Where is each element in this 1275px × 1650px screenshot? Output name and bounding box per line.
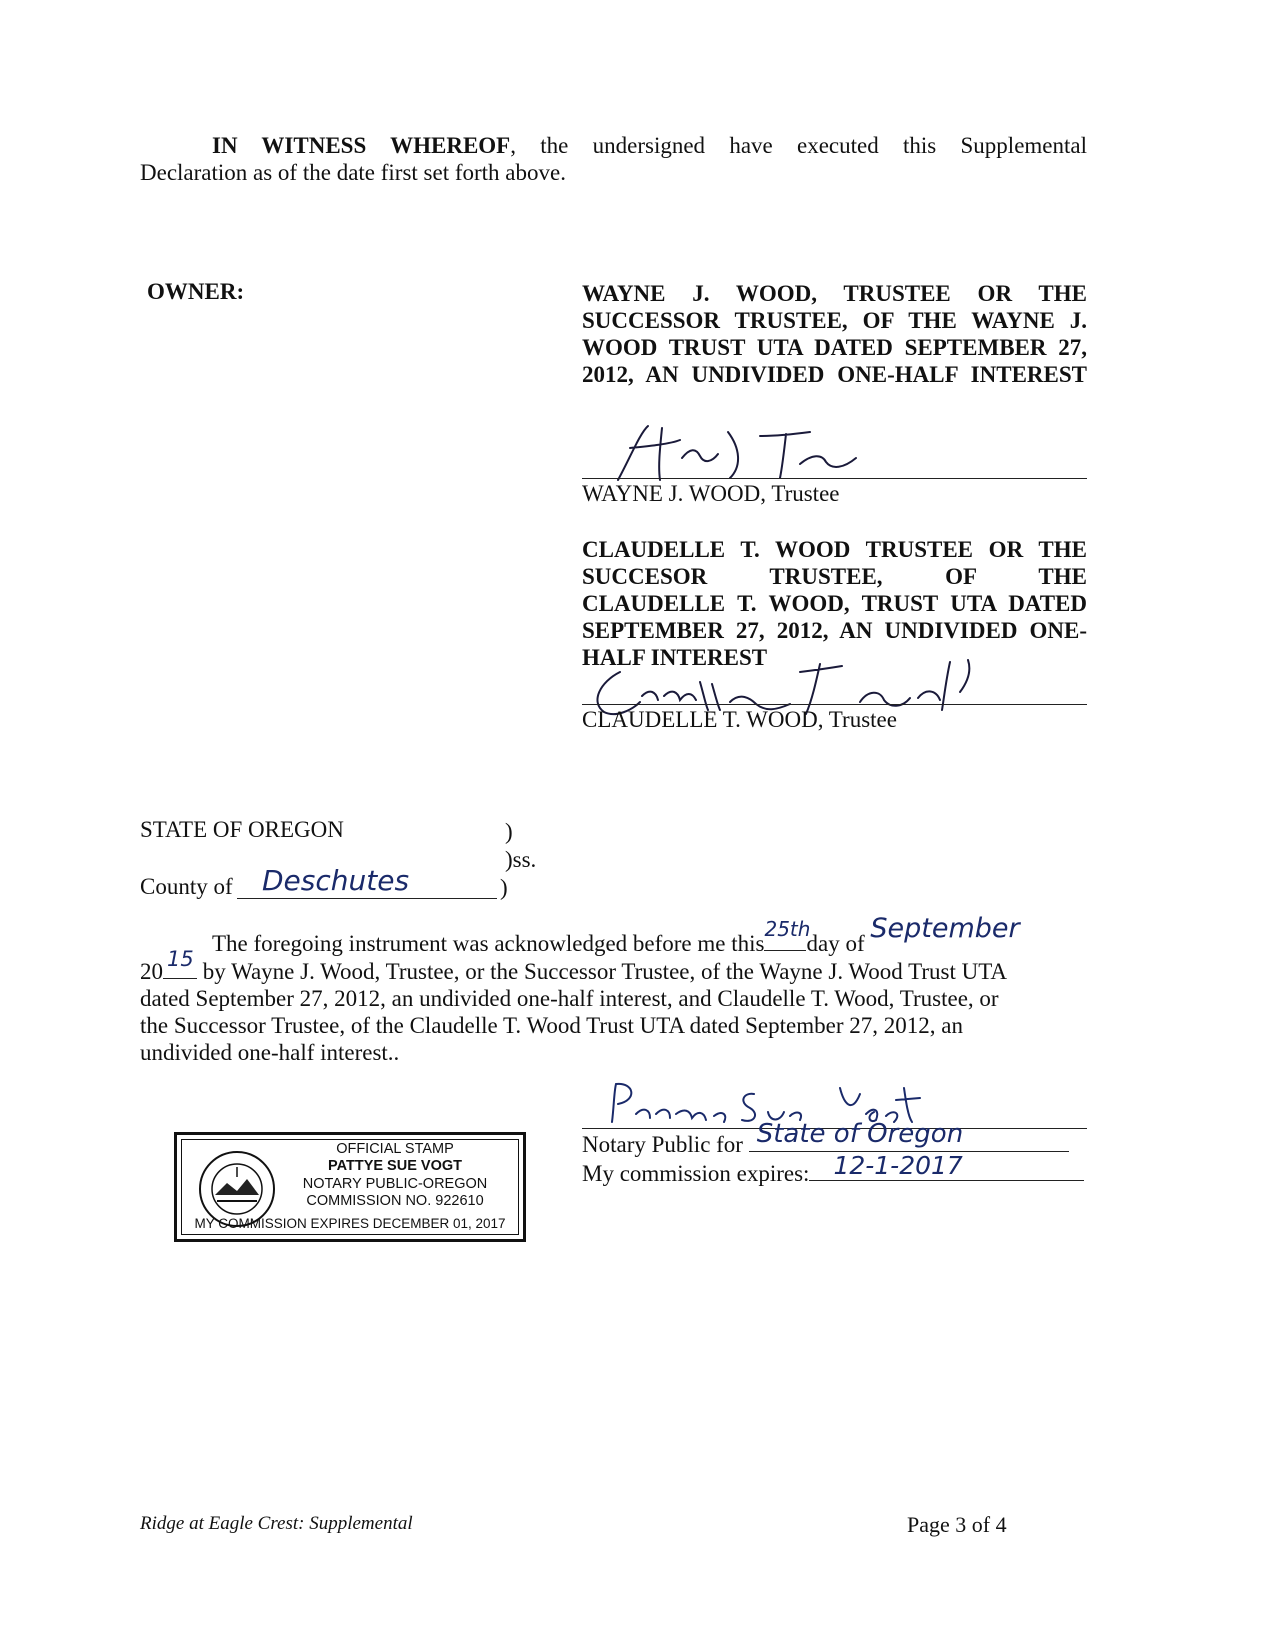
county-line <box>237 898 497 899</box>
county-label: County of <box>140 874 233 899</box>
owner2-line: HALF INTEREST <box>582 645 768 670</box>
owner1-line: WOOD TRUST UTA DATED SEPTEMBER 27, <box>582 335 1087 360</box>
notary-state-value: State of Oregon <box>756 1119 964 1149</box>
witness-rest: , the undersigned have executed this Supplemental <box>510 133 1087 158</box>
ack-year-value: 15 <box>167 947 194 971</box>
owner2-signature-line <box>582 704 1087 705</box>
ack-year-field <box>163 947 197 979</box>
ack-before: The foregoing instrument was acknowledged before me this <box>212 931 765 956</box>
owner1-signer: WAYNE J. WOOD, Trustee <box>582 481 840 506</box>
witness-lead: IN WITNESS WHEREOF <box>212 133 511 158</box>
stamp-line-4: COMMISSION NO. 922610 <box>306 1193 484 1209</box>
witness-line-2: Declaration as of the date first set forth above. <box>140 160 566 185</box>
ack-day-of: day of <box>806 931 865 956</box>
ack-day-value: 25th <box>764 917 811 941</box>
witness-line-1 <box>212 132 1087 159</box>
stamp-line-2: PATTYE SUE VOGT <box>327 1158 462 1174</box>
ack-month-value: September <box>870 913 1020 944</box>
owner2-line: CLAUDELLE T. WOOD TRUSTEE OR THE <box>582 537 1087 562</box>
footer-page-number: Page 3 of 4 <box>907 1512 1007 1537</box>
footer-document-title: Ridge at Eagle Crest: Supplemental <box>140 1513 413 1534</box>
state-of-oregon: STATE OF OREGON <box>140 817 344 842</box>
ack-line-1 <box>212 913 1050 957</box>
ack-line-2 <box>140 947 1008 985</box>
ack-line-5: undivided one-half interest.. <box>140 1040 400 1065</box>
owner2-signer: CLAUDELLE T. WOOD, Trustee <box>582 707 897 732</box>
stamp-line-3: NOTARY PUBLIC-OREGON <box>302 1176 488 1192</box>
stamp-line-1: OFFICIAL STAMP <box>336 1141 454 1157</box>
owner2-line: CLAUDELLE T. WOOD, TRUST UTA DATED <box>582 591 1087 616</box>
notary-expires-field <box>809 1151 1084 1181</box>
county-value: Deschutes <box>262 864 410 897</box>
owner2-line: SUCCESOR TRUSTEE, OF THE <box>582 564 1087 589</box>
owner2-line: SEPTEMBER 27, 2012, AN UNDIVIDED ONE- <box>582 618 1087 643</box>
ack-year-prefix: 20 <box>140 959 163 984</box>
owner1-line: SUCCESSOR TRUSTEE, OF THE WAYNE J. <box>582 308 1087 333</box>
official-notary-stamp <box>174 1132 526 1242</box>
notary-expires <box>582 1151 1084 1187</box>
owner1-line: 2012, AN UNDIVIDED ONE-HALF INTEREST <box>582 362 1087 387</box>
owner1-line: WAYNE J. WOOD, TRUSTEE OR THE <box>582 281 1087 306</box>
notary-expires-value: 12-1-2017 <box>833 1151 963 1180</box>
notary-state-field <box>749 1119 1069 1152</box>
stamp-line-5: MY COMMISSION EXPIRES DECEMBER 01, 2017 <box>194 1216 506 1231</box>
ack-line-3: dated September 27, 2012, an undivided one-half interest, and Claudelle T. Wood, Trustee, or <box>140 986 999 1011</box>
venue-ss: )ss. <box>505 847 537 872</box>
notary-public-for-label: Notary Public for <box>582 1132 743 1157</box>
ack-line-2-rest: by Wayne J. Wood, Trustee, or the Successor Trustee, of the Wayne J. Wood Trust UTA <box>202 959 1008 984</box>
venue-paren: ) <box>505 819 513 844</box>
notary-public-for <box>582 1119 1069 1158</box>
ack-line-4: the Successor Trustee, of the Claudelle T. Wood Trust UTA dated September 27, 2012, an <box>140 1013 963 1038</box>
owner-label: OWNER: <box>147 279 245 304</box>
ack-day-field <box>764 917 811 951</box>
ack-month-field <box>870 913 1050 951</box>
venue-paren-close: ) <box>500 875 508 900</box>
notary-expires-label: My commission expires: <box>582 1161 810 1186</box>
owner1-signature-line <box>582 478 1087 479</box>
